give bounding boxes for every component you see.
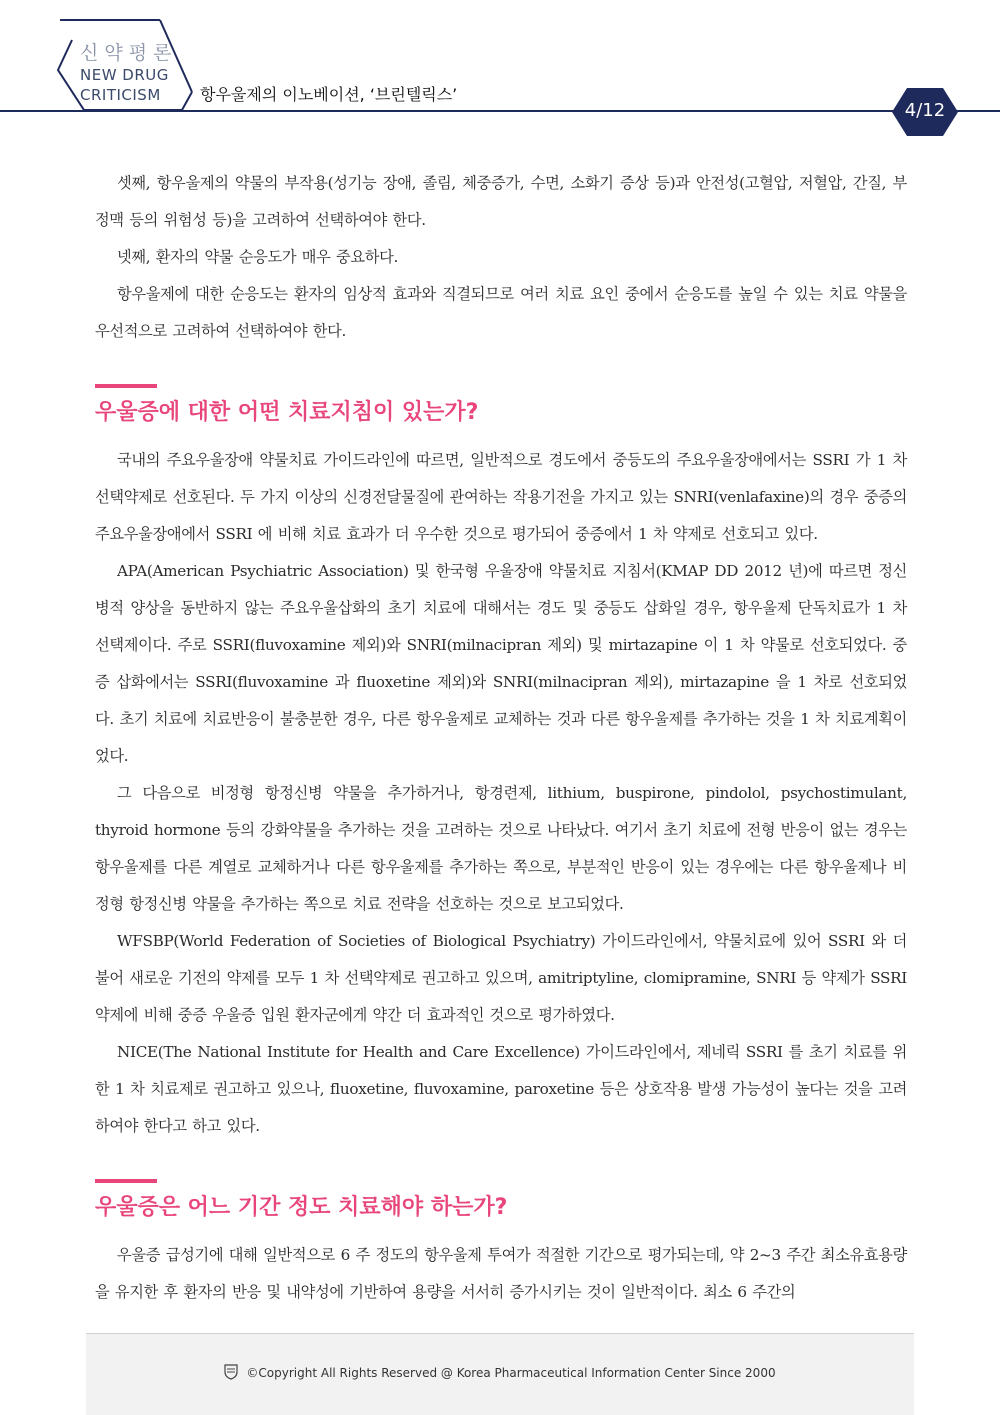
paragraph: 그 다음으로 비정형 항정신병 약물을 추가하거나, 항경련제, lithium, buspirone, pindolol, psychostimulant, thyroid hormone 등의 강화약물을 추가하는 것을 고려하는 것으로 나타났다. 여기서 초기 치료에 전형 반응이 없는 경우는 항우울제를 다른 계열로 교체하거나 다른 항우울제를 추가하는 쪽으로, 부분적인 반응이 있는 경우에는 다른 항우울제나 비정형 항정신병 약물을 추가하는 쪽으로 치료 전략을 선호하는 것으로 보고되었다.	[95, 784, 907, 913]
page-footer	[86, 1333, 914, 1415]
section-treatment-duration	[95, 1179, 907, 1311]
section-title: 우울증에 대한 어떤 치료지침이 있는가?	[95, 400, 479, 425]
paragraph: 국내의 주요우울장애 약물치료 가이드라인에 따르면, 일반적으로 경도에서 중등도의 주요우울장애에서는 SSRI 가 1 차 선택약제로 선호된다. 두 가지 이상의 신경전달물질에 관여하는 작용기전을 가지고 있는 SNRI(venlafaxine)의 경우 중증의 주요우울장애에서 SSRI 에 비해 치료 효과가 더 우수한 것으로 평가되어 중증에서 1 차 약제로 선호되고 있다.	[95, 451, 907, 543]
paragraph: 넷째, 환자의 약물 순응도가 매우 중요하다.	[117, 248, 399, 266]
shield-logo-icon	[224, 1364, 238, 1383]
document-title: 항우울제의 이노베이션, ‘브린텔릭스’	[200, 85, 458, 104]
document-body	[95, 165, 907, 1311]
section-accent-bar	[95, 1179, 157, 1183]
page-number: 4/12	[904, 100, 946, 121]
paragraph: 셋째, 항우울제의 약물의 부작용(성기능 장애, 졸림, 체중증가, 수면, 소화기 증상 등)과 안전성(고혈압, 저혈압, 간질, 부정맥 등의 위험성 등)을 고려하여 선택하여야 한다.	[95, 174, 907, 229]
paragraph: 우울증 급성기에 대해 일반적으로 6 주 정도의 항우울제 투여가 적절한 기간으로 평가되는데, 약 2~3 주간 최소유효용량을 유지한 후 환자의 반응 및 내약성에 기반하여 용량을 서서히 증가시키는 것이 일반적이다. 최소 6 주간의	[95, 1246, 907, 1301]
paragraph: APA(American Psychiatric Association) 및 한국형 우울장애 약물치료 지침서(KMAP DD 2012 년)에 따르면 정신병적 양상을 동반하지 않는 주요우울삽화의 초기 치료에 대해서는 경도 및 중등도 삽화일 경우, 항우울제 단독치료가 1 차 선택제이다. 주로 SSRI(fluvoxamine 제외)와 SNRI(milnacipran 제외) 및 mirtazapine 이 1 차 약물로 선호되었다. 중증 삽화에서는 SSRI(fluvoxamine 과 fluoxetine 제외)와 SNRI(milnacipran 제외), mirtazapine 을 1 차로 선호되었다. 초기 치료에 치료반응이 불충분한 경우, 다른 항우울제로 교체하는 것과 다른 항우울제를 추가하는 것을 1 차 치료계획이었다.	[95, 562, 907, 765]
paragraph: NICE(The National Institute for Health and Care Excellence) 가이드라인에서, 제네릭 SSRI 를 초기 치료를 위한 1 차 치료제로 권고하고 있으나, fluoxetine, fluvoxamine, paroxetine 등은 상호작용 발생 가능성이 높다는 것을 고려하여야 한다고 하고 있다.	[95, 1043, 907, 1135]
paragraph: 항우울제에 대한 순응도는 환자의 임상적 효과와 직결되므로 여러 치료 요인 중에서 순응도를 높일 수 있는 치료 약물을 우선적으로 고려하여 선택하여야 한다.	[95, 285, 907, 340]
paragraph: WFSBP(World Federation of Societies of Biological Psychiatry) 가이드라인에서, 약물치료에 있어 SSRI 와 더불어 새로운 기전의 약제를 모두 1 차 선택약제로 권고하고 있으며, amitriptyline, clomipramine, SNRI 등 약제가 SSRI 약제에 비해 중증 우울증 입원 환자군에게 약간 더 효과적인 것으로 평가하였다.	[95, 932, 907, 1024]
section-treatment-guidelines	[95, 384, 907, 1145]
section-accent-bar	[95, 384, 157, 388]
logo-korean: 신약평론	[80, 42, 178, 64]
page-header	[0, 0, 1000, 160]
logo-english-line2: CRITICISM	[80, 86, 161, 104]
logo-english-line1: NEW DRUG	[80, 66, 169, 84]
section-title: 우울증은 어느 기간 정도 치료해야 하는가?	[95, 1195, 508, 1220]
copyright-text: ©Copyright All Rights Reserved @ Korea Pharmaceutical Information Center Since 2000	[246, 1366, 776, 1380]
